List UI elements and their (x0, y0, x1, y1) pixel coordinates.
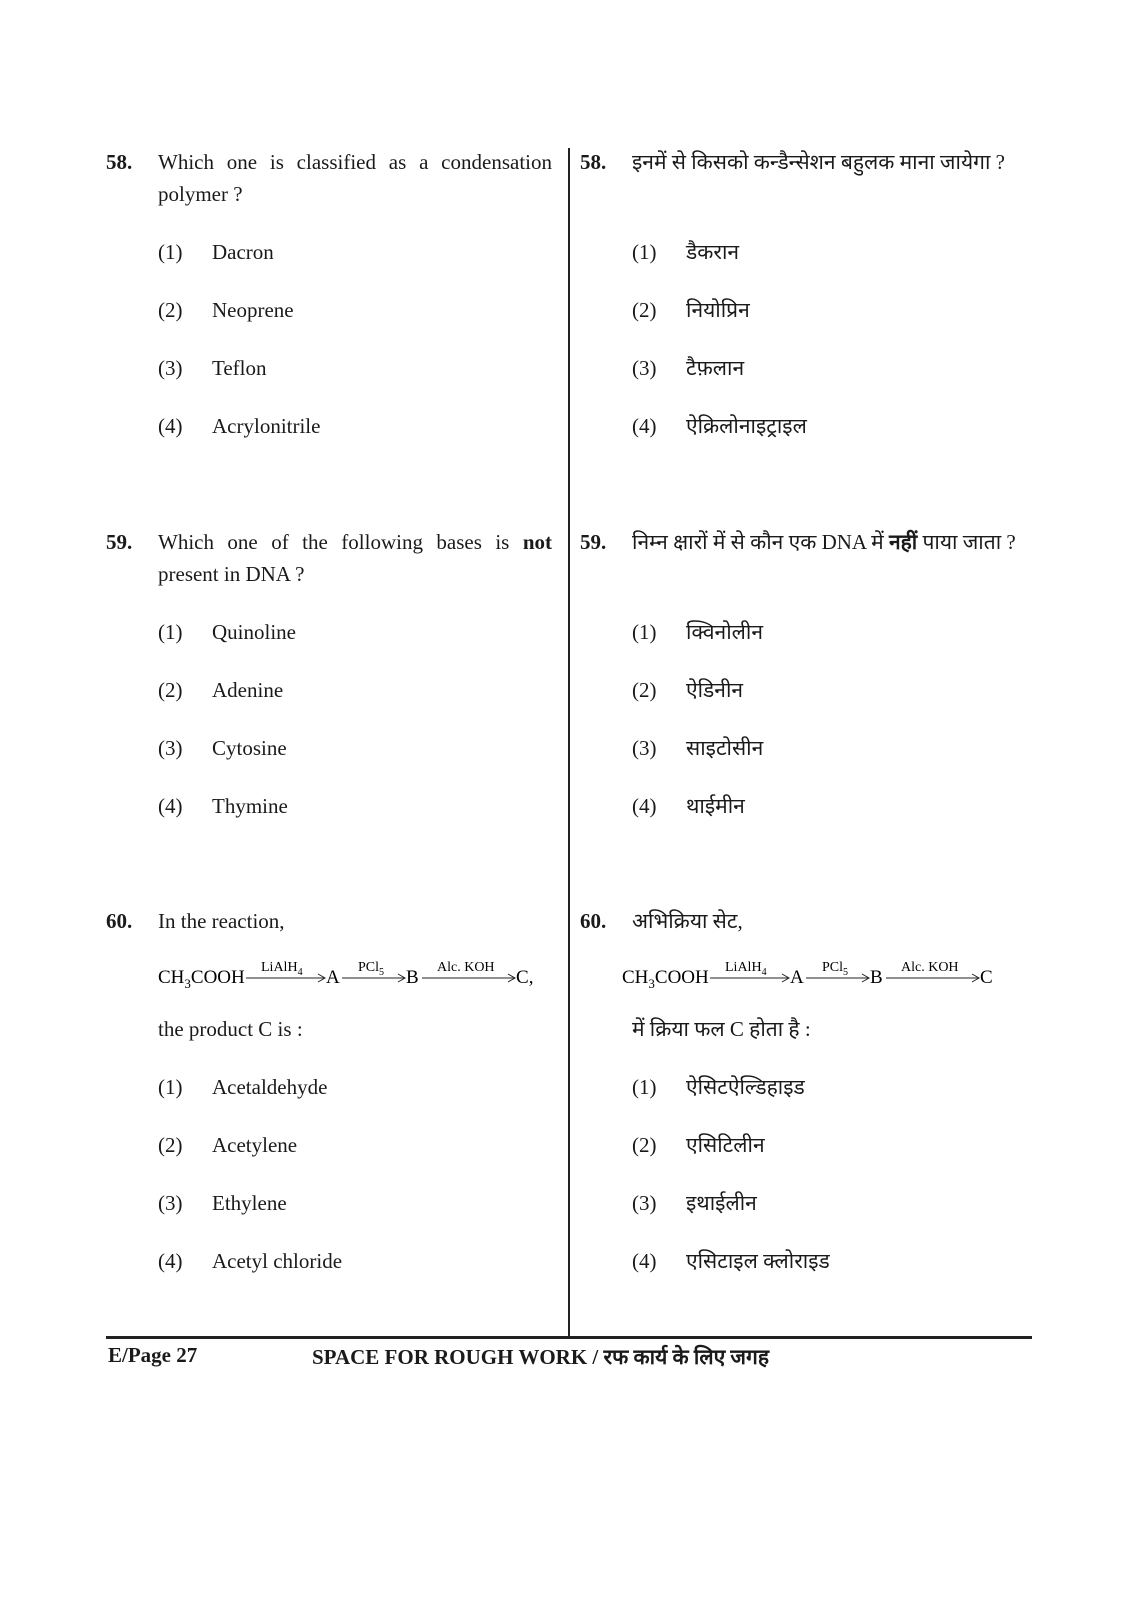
option-4: (4) Thymine (158, 794, 288, 818)
question-subline: the product C is : (158, 1017, 303, 1041)
reaction-svg (622, 959, 1012, 993)
question-58-en (106, 146, 552, 442)
option-1: (1) Quinoline (158, 620, 296, 644)
product-c: C, (516, 967, 534, 988)
intermediate-b: B (870, 967, 883, 988)
option-4: (4) ऐक्रिलोनाइट्राइल (632, 414, 807, 438)
intermediate-a: A (326, 967, 340, 988)
reaction-svg (158, 959, 548, 993)
option-2: (2) एसिटिलीन (632, 1133, 765, 1157)
question-subline: में क्रिया फल C होता है : (632, 1017, 811, 1041)
option-2: (2) नियोप्रिन (632, 298, 750, 322)
reagent-3: Alc. KOH (437, 960, 495, 975)
reagent-2: PCl$_5$ (822, 960, 849, 978)
reagent-1: LiAlH$_4$ (725, 960, 767, 978)
question-number: 59. (106, 530, 133, 554)
option-3: (3) Ethylene (158, 1191, 287, 1215)
option-3: (3) टैफ़लान (632, 356, 745, 380)
option-2: (2) Neoprene (158, 298, 294, 322)
option-3: (3) Cytosine (158, 736, 287, 760)
option-2: (2) Acetylene (158, 1133, 298, 1157)
emphasis-not: नहीं (888, 530, 918, 554)
question-number: 58. (106, 150, 133, 174)
question-60-hi (580, 905, 1030, 1277)
reactant: $CH_3COOH$ (158, 967, 245, 991)
reactant: $CH_3COOH$ (622, 967, 709, 991)
option-4: (4) Acetyl chloride (158, 1249, 343, 1273)
question-text: Which one is classified as a condensation polymer ? (158, 150, 552, 206)
question-number: 59. (580, 530, 607, 554)
question-text: निम्न क्षारों में से कौन एक DNA में नहीं पाया जाता ? (632, 530, 1016, 554)
option-1: (1) ऐसिटऐल्डिहाइड (632, 1075, 805, 1099)
emphasis-not: not (522, 530, 552, 554)
option-3: (3) इथाईलीन (632, 1191, 757, 1215)
intermediate-b: B (406, 967, 419, 988)
question-number: 60. (580, 909, 607, 933)
question-58-hi (580, 146, 1030, 442)
option-3: (3) Teflon (158, 356, 267, 380)
page-number: E/Page 27 (108, 1343, 198, 1367)
reagent-2: PCl$_5$ (358, 960, 385, 978)
option-2: (2) Adenine (158, 678, 284, 702)
question-59-en (106, 526, 552, 822)
reagent-3: Alc. KOH (901, 960, 959, 975)
question-text: अभिक्रिया सेट, (632, 909, 743, 933)
question-number: 60. (106, 909, 133, 933)
rough-work-label: SPACE FOR ROUGH WORK / रफ कार्य के लिए जगह (312, 1345, 769, 1369)
question-text: In the reaction, (158, 909, 285, 933)
question-text: इनमें से किसको कन्डैन्सेशन बहुलक माना जायेगा ? (632, 150, 1005, 174)
question-number: 58. (580, 150, 607, 174)
question-text: Which one of the following bases is not present in DNA ? (158, 530, 552, 586)
reagent-1: LiAlH$_4$ (261, 960, 303, 978)
option-1: (1) Dacron (158, 240, 274, 264)
question-60-en (106, 905, 552, 1277)
intermediate-a: A (790, 967, 804, 988)
column-divider (568, 148, 570, 1338)
option-2: (2) ऐडिनीन (632, 678, 744, 702)
option-1: (1) Acetaldehyde (158, 1075, 328, 1099)
reaction-scheme (622, 959, 1030, 993)
product-c: C (980, 967, 993, 988)
option-4: (4) एसिटाइल क्लोराइड (632, 1249, 830, 1273)
option-4: (4) थाईमीन (632, 794, 745, 818)
option-1: (1) डैकरान (632, 240, 740, 264)
option-3: (3) साइटोसीन (632, 736, 764, 760)
footer-rule (106, 1336, 1032, 1339)
reaction-scheme (158, 959, 552, 993)
question-59-hi (580, 526, 1030, 822)
option-1: (1) क्विनोलीन (632, 620, 763, 644)
option-4: (4) Acrylonitrile (158, 414, 321, 438)
